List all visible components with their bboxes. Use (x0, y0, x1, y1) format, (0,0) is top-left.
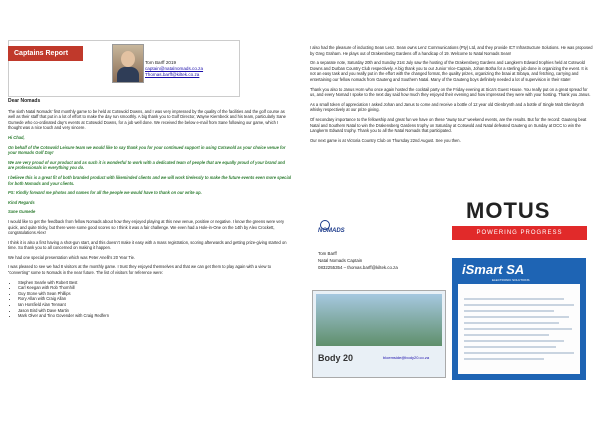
right-p3: Thank you also to Janus Horn who once again hosted the cocktail party on the Friday evening at Sica’s Guest House. You really put on a great spread for us, and every Nomad I spoke to the next day said how much they enjoyed their evening and how impressed they were with your hosting. Thank you Janus. (310, 86, 591, 98)
list-item: • Stephen Searle with Robert Best (18, 280, 292, 286)
email-signature: Sane Gumede (8, 209, 36, 215)
body20-ad-image (316, 294, 442, 346)
visitor-list (8, 280, 292, 319)
list-item: • Carl Keegan with Rob Thornhill (18, 285, 292, 291)
signature-contact: 0832255354 – thomas.barff@kiltek.co.za (318, 265, 398, 270)
list-item: • Ian Horsfield Alan Tennant (18, 302, 292, 308)
personal-email-link[interactable]: Thomas.barff@kiltek.co.za (145, 72, 200, 77)
left-p2: I would like to get the feedback from fellow Nomads about how they enjoyed playing at this new venue, positive or negative. I know the greens were very quick, and quite tricky, but there were some good scores so I think it was a fair challenge. We even had a Hole-in-One on the 14th by Alex Crockett, congratulations Alex! (8, 218, 285, 236)
motus-logo: MOTUS (466, 198, 551, 223)
captains-report-banner: Captains Report (8, 46, 83, 61)
email-p2: We are very proud of our product and as such it is wonderful to work with a dedicated team of people that are equally proud of your brand and are professionals in everything you do. (8, 159, 285, 171)
left-p3: I think it is also a first having a shot-gun start, and this doesn’t make it easy with a mass registration, scoring afterwards and getting prize-giving started on time. So thank you to all concerned on making it happen. (8, 239, 287, 251)
email-p1: On behalf of the Cotswold Leisure team we would like to say thank you for your continued support in using Cotswold as your choice venue for your Nomads Golf Day! (8, 144, 286, 156)
email-ps: PS: Kindly forward me photos and names for all the people we would have to thank on our write up. (8, 190, 202, 196)
signature-title: Natal Nomads Captain (318, 258, 363, 263)
email-greeting: Hi Chad, (8, 134, 25, 140)
ismart-ad-panel (458, 284, 580, 374)
signature-name: Tom Barff (318, 251, 337, 256)
golf-ball-icon (320, 220, 330, 230)
body20-email[interactable]: bloemside@body20.co.za (383, 355, 430, 360)
right-p4: As a small token of appreciation I asked Johan and Janus to come and receive a bottle of 12 year old Glenbrynth and a bottle of Single Malt Glenbrynth whisky respectively at our prize giving. (310, 101, 584, 113)
nomads-logo: NOMADS (318, 228, 364, 244)
right-p1: I also had the pleasure of inducting Sean Lenz. Sean owns Lenz Communications (Pty) Ltd, and they provide ICT Infrastructure Solutions. He was proposed by Greg Graham. He plays out of Drakensberg Gardens off a handicap of 19. Welcome to Natal Nomads Sean! (310, 45, 593, 56)
captain-photo (112, 44, 144, 83)
right-p6: Our next game is at Victoria Country Club on Thursday 22nd August. See you then. (310, 137, 461, 143)
right-column-text (310, 45, 593, 147)
signature-block (318, 250, 448, 271)
ismart-logo: iSmart SA (462, 262, 525, 277)
captain-name: Tom Barff 2019 (145, 60, 177, 65)
body20-logo: Body 20 (318, 353, 354, 363)
email-p3: I believe this is a great fit of both branded product with likeminded clients and we will work tirelessly to make the future events even more special for both Nomads and your clients. (8, 174, 291, 186)
left-column-text (8, 99, 292, 323)
motus-ad[interactable] (452, 198, 587, 253)
right-p5: Of secondary importance to the fellowship and great fun we have on these “away tour” weekend events, are the results. But for the record: Gauteng beat Natal and Southern Natal to win the Drakensberg Gardens trophy on Saturday at Cotswold and Natal defeated Gauteng on Sunday at DCC to win the Langkerm Edward trophy. Thank you to all the Natal Nomads that participated. (310, 116, 587, 134)
greeting: Dear Nomads (8, 98, 41, 104)
email-regards: Kind Regards (8, 199, 35, 205)
left-p4: We had one special presentation which was Peter Anelli’s 20 Year Tie. (8, 254, 136, 260)
left-p1: The sixth Natal Nomads’ first monthly game to be held at Cotswold Downs, and I was very impressed by the quality of the facilities and the golf course as well as their staff that put in a lot of effort to make the day run smoothly. A big thank you to Golf Director, Wayne Kiernbeck and his team, particularly Sane Gumede who co-ordinated day’s events at Cotswold Downs, for a job well done. We received the below e-mail from Sane following our game, which I thought was a nice touch and very sincere. (8, 108, 286, 131)
left-p5: I was pleased to see we had 8 visitors at the monthly game. I trust they enjoyed themselves and that we can get them to play again with a view to “converting” some to Nomads in the near future. The list of visitors for reference were: (8, 264, 272, 276)
ismart-tagline: ELECTRONIC SOLUTIONS (492, 278, 530, 282)
contact-block (145, 60, 203, 78)
right-p2: On a separate note, Saturday 20th and Sunday 21st July saw the hosting of the Drakensberg Gardens and Langkerm Edward trophies held at Cotswold Downs and Durban Country Club respectively. A big thank you to our Junior Vice-Captain, Johan Botha for a sterling job done in organizing the event. It is not an easy task and you really put in the effort with the changed format, the quality prizes, organizing the braai at Sibaya, and fetching, carrying and entertaining our fellow nomads from Gauteng and Southern Natal. Many of the Gauteng boys definitely needed a lot of supervision in their state! (310, 60, 588, 82)
list-item: • Mark Olver and Tino Govender with Craig Redfern (18, 313, 292, 319)
list-item: • Jason Bird with Dave Martin (18, 308, 292, 314)
list-item: • Guy Stone with Sean Phillips (18, 291, 292, 297)
ismart-ad[interactable] (452, 258, 586, 380)
motus-tagline: POWERING PROGRESS (452, 226, 587, 240)
body20-ad[interactable] (312, 290, 446, 378)
list-item: • Rory Allan with Craig Allan (18, 296, 292, 302)
captain-email-link[interactable]: captain@natalnomads.co.za (145, 66, 204, 71)
